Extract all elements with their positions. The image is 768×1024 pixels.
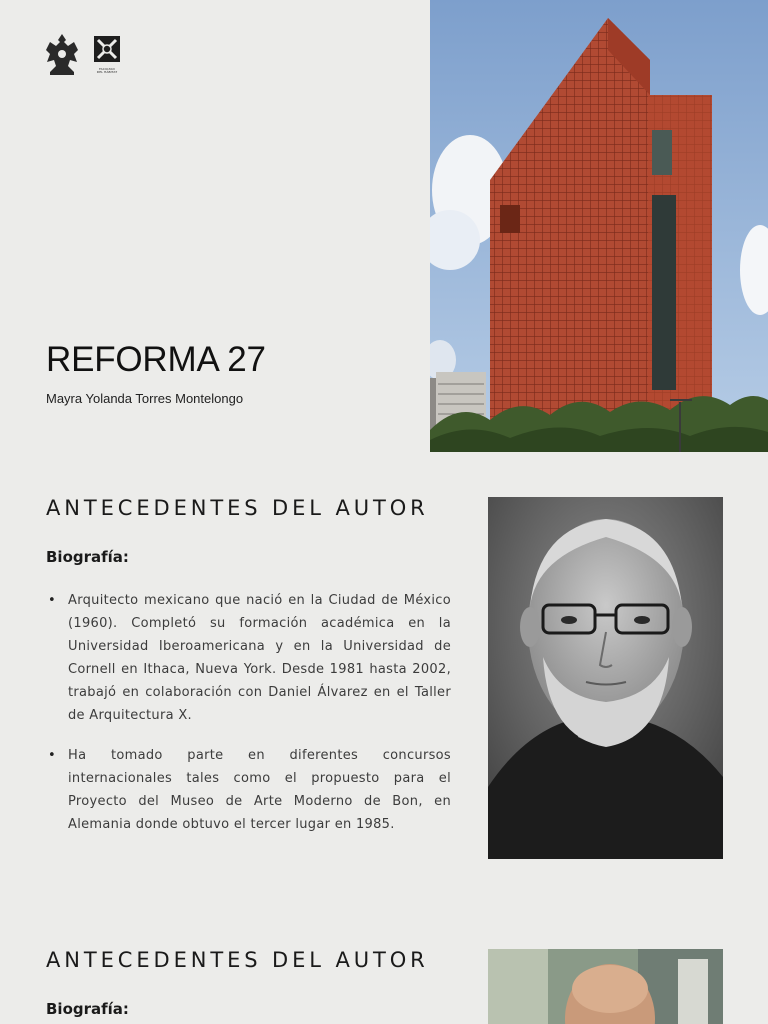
biography-list [68,589,451,853]
building-photo [430,0,768,452]
faculty-logo-caption: FACULTAD DEL HÁBITAT [96,67,118,75]
list-item: • Arquitecto mexicano que nació en la Ciudad de México (1960). Completó su formación académica en la Universidad Iberoamericana y en la Universidad de Cornell en Ithaca, Nueva York. Desde 1981 hasta 2002, trabajó en colaboración con Daniel Álvarez en el Taller de Arquitectura X. [68,589,451,727]
author-name: Mayra Yolanda Torres Montelongo [46,391,244,406]
section-subheading: Biografía: [46,548,129,566]
section-heading: ANTECEDENTES DEL AUTOR [46,496,429,520]
section-heading-2: ANTECEDENTES DEL AUTOR [46,948,429,972]
university-crest-icon [44,32,80,76]
faculty-logo-icon [92,34,122,76]
section-subheading-2: Biografía: [46,1000,129,1018]
second-portrait [488,949,723,1024]
page-title: REFORMA 27 [46,340,266,379]
list-item: • Ha tomado parte en diferentes concursos internacionales tales como el propuesto para el Proyecto del Museo de Arte Moderno de Bon, en Alemania donde obtuvo el tercer lugar en 1985. [68,744,451,836]
author-portrait [488,497,723,859]
